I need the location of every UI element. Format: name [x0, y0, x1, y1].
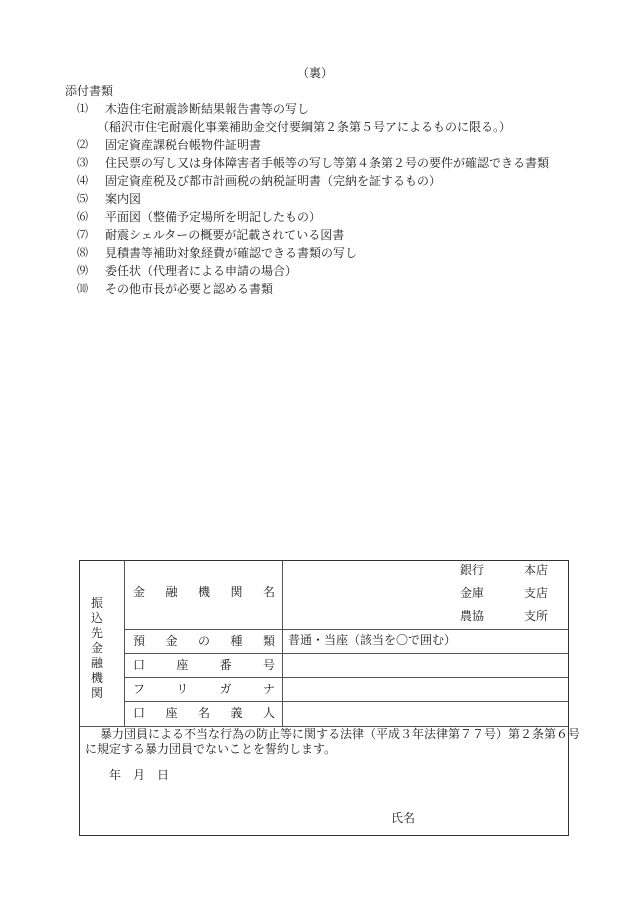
attachment-item-number: ⑹: [77, 210, 88, 223]
bank-transfer-table: [79, 560, 581, 836]
attachments-heading: 添付書類: [65, 84, 114, 98]
label-char: 類: [262, 634, 275, 648]
label-char: 番: [219, 658, 232, 672]
label-char: 口: [133, 658, 146, 672]
attachment-item-number: ⑻: [77, 246, 88, 259]
declaration-line-2: に規定する暴力団員でないことを誓約します。: [85, 742, 337, 756]
label-char: ナ: [262, 682, 275, 696]
label-char: 口: [133, 706, 146, 720]
attachment-item-number: ⑷: [77, 174, 88, 187]
deposit-type-label: [133, 634, 275, 648]
attachment-item-text: 固定資産課税台帳物件証明書: [105, 138, 262, 152]
label-char: 座: [165, 706, 178, 720]
signature-name-label[interactable]: 氏名: [391, 811, 416, 825]
account-holder-label: [133, 706, 275, 720]
attachment-item-text: 住民票の写し又は身体障害者手帳等の写し等第４条第２号の要件が確認できる書類: [105, 156, 550, 170]
label-char: 機: [197, 585, 210, 599]
label-char: 座: [176, 658, 189, 672]
label-char: 号: [262, 658, 275, 672]
label-char: フ: [133, 682, 146, 696]
label-char: の: [197, 634, 210, 648]
label-char: 金: [165, 634, 178, 648]
attachment-item-number: ⑽: [77, 282, 88, 295]
attachment-item-note: （稲沢市住宅耐震化事業補助金交付要綱第２条第５号アによるものに限る。）: [97, 120, 512, 134]
institution-type-shinkin[interactable]: 金庫: [460, 586, 485, 600]
side-label-payee-institution: 振込先金融機関: [90, 596, 103, 700]
account-number-label: [133, 658, 275, 672]
institution-type-bank[interactable]: 銀行: [460, 563, 485, 577]
attachment-item-number: ⑴: [77, 102, 88, 115]
attachment-item-number: ⑺: [77, 228, 88, 241]
label-char: 人: [262, 706, 275, 720]
attachment-item-text: 委任状（代理者による申請の場合）: [105, 264, 298, 278]
declaration-line-1: 暴力団員による不当な行為の防止等に関する法律（平成３年法律第７７号）第２条第６号: [100, 727, 581, 741]
attachment-item-number: ⑵: [77, 138, 88, 151]
declaration-date[interactable]: 年 月 日: [109, 768, 170, 782]
label-char: 義: [230, 706, 243, 720]
attachment-item-text: 木造住宅耐震診断結果報告書等の写し: [105, 102, 310, 116]
label-char: 関: [230, 585, 243, 599]
branch-type-head[interactable]: 本店: [524, 563, 549, 577]
page-title: （裏）: [296, 66, 333, 80]
institution-name-label: [133, 585, 275, 599]
label-char: 名: [262, 585, 275, 599]
attachment-item-text: 見積書等補助対象経費が確認できる書類の写し: [105, 246, 358, 260]
label-char: 融: [165, 585, 178, 599]
branch-type-branch[interactable]: 支店: [524, 586, 549, 600]
attachment-item-text: その他市長が必要と認める書類: [105, 282, 274, 296]
attachment-item-text: 固定資産税及び都市計画税の納税証明書（完納を証するもの）: [105, 174, 442, 188]
label-char: ガ: [219, 682, 232, 696]
label-char: 名: [197, 706, 210, 720]
attachment-item-text: 案内図: [105, 192, 142, 206]
branch-type-office[interactable]: 支所: [524, 609, 549, 623]
label-char: 金: [133, 585, 146, 599]
deposit-type-value[interactable]: 普通・当座（該当を〇で囲む）: [288, 633, 457, 647]
label-char: 預: [133, 634, 146, 648]
attachment-item-number: ⑶: [77, 156, 88, 169]
attachment-item-text: 平面図（整備予定場所を明記したもの）: [105, 210, 322, 224]
label-char: 種: [230, 634, 243, 648]
attachment-item-text: 耐震シェルターの概要が記載されている図書: [105, 228, 345, 242]
attachment-item-number: ⑸: [77, 192, 88, 205]
institution-type-nokyo[interactable]: 農協: [460, 609, 485, 623]
attachment-item-number: ⑼: [77, 264, 88, 277]
label-char: リ: [176, 682, 189, 696]
furigana-label: [133, 682, 275, 696]
